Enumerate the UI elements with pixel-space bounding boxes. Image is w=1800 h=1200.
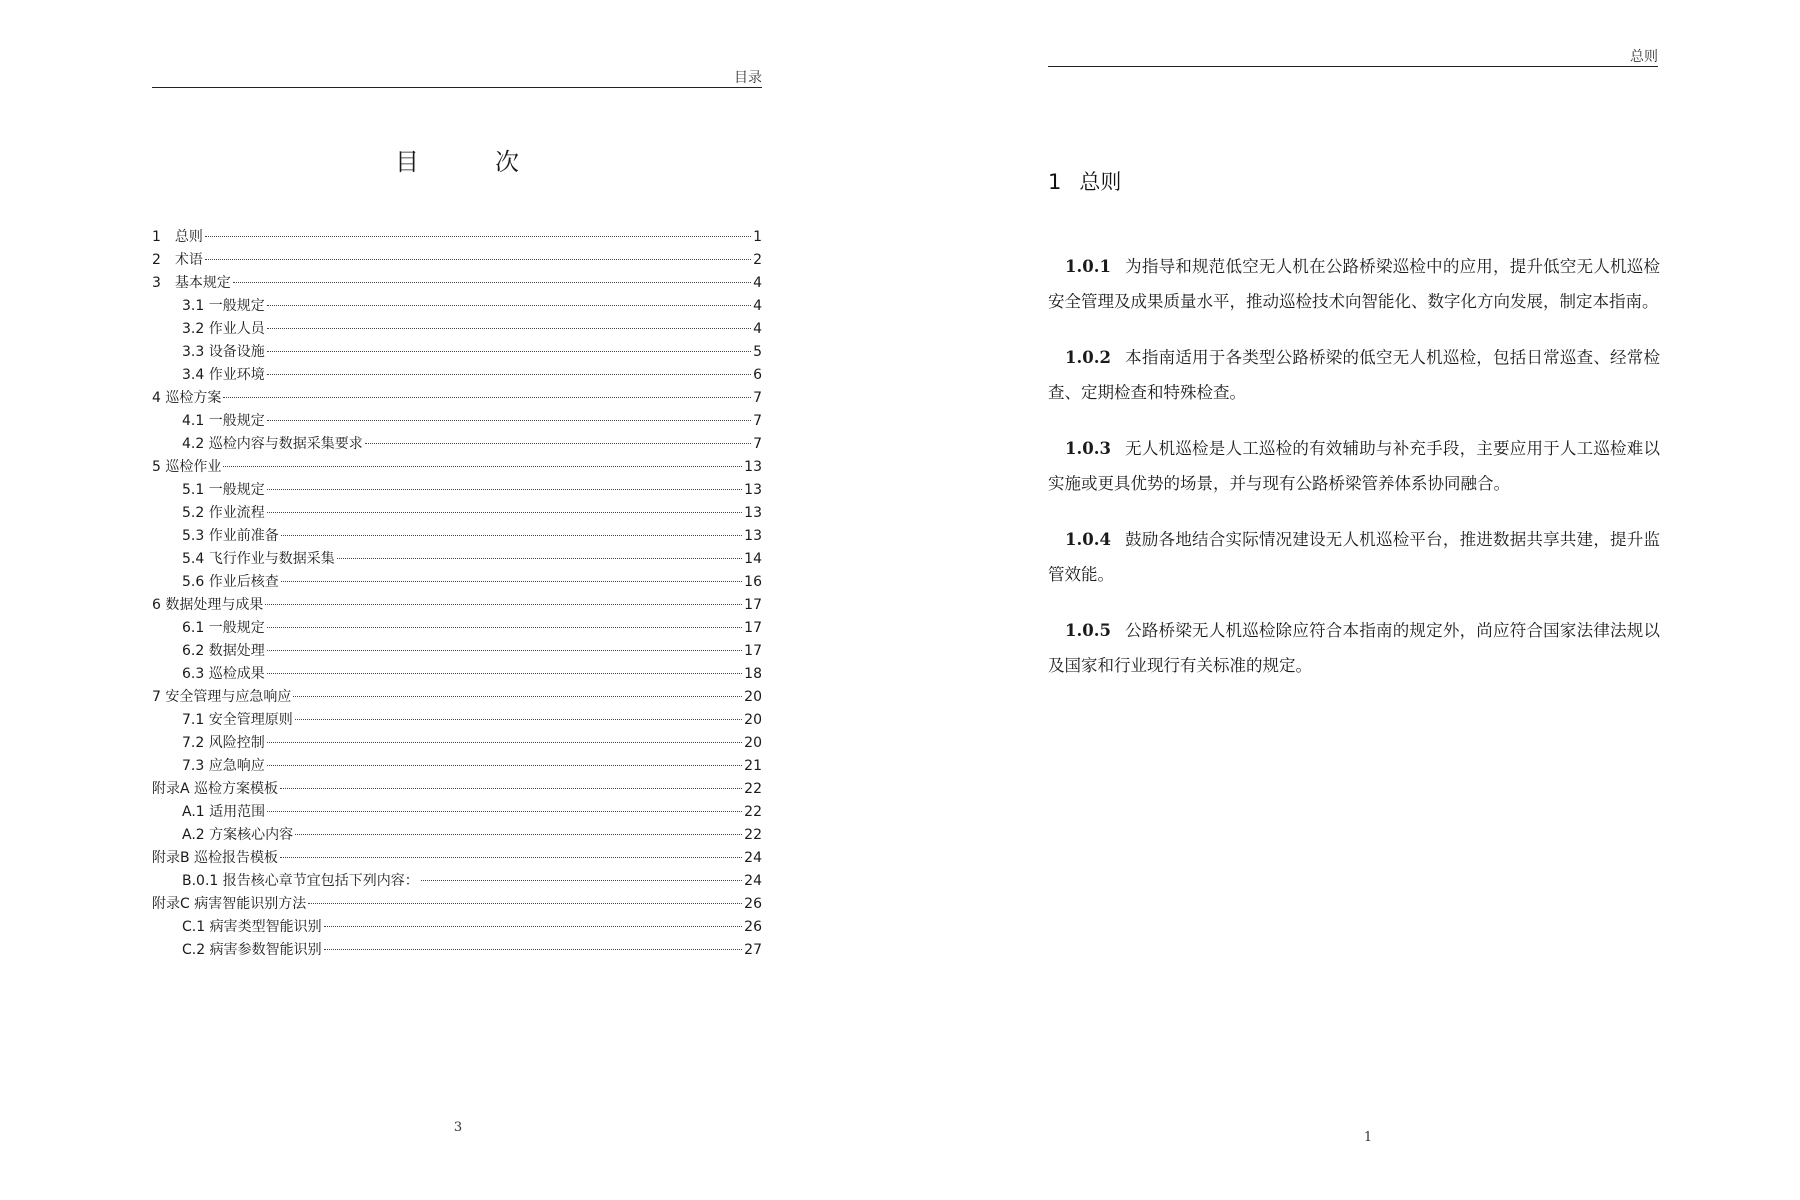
chapter-title: 总则: [1079, 170, 1122, 194]
toc-dot-leader: [265, 604, 742, 605]
running-header: 目录: [734, 70, 762, 86]
toc-entry-page: 5: [753, 344, 762, 360]
clause-number: 1.0.4: [1065, 530, 1111, 549]
toc-entry-page: 13: [744, 459, 762, 475]
toc-entry[interactable]: [152, 249, 762, 272]
toc-dot-leader: [223, 466, 742, 467]
toc-entry-label: 6 数据处理与成果: [152, 597, 264, 613]
toc-dot-leader: [223, 397, 751, 398]
toc-entry-label: 附录B 巡检报告模板: [152, 850, 279, 866]
toc-dot-leader: [308, 903, 742, 904]
toc-entry-page: 7: [753, 436, 762, 452]
toc-dot-leader: [365, 443, 751, 444]
clause-text: 公路桥梁无人机巡检除应符合本指南的规定外，尚应符合国家法律法规以及国家和行业现行有关标准的规定。: [1048, 621, 1660, 675]
toc-entry-label: 3.3 设备设施: [182, 344, 265, 360]
chapter-page: [900, 0, 1800, 1200]
toc-dot-leader: [421, 880, 742, 881]
toc-entry[interactable]: [152, 778, 762, 801]
toc-entry[interactable]: [152, 479, 762, 502]
clause: [1048, 523, 1660, 592]
toc-entry-label: 4 巡检方案: [152, 390, 222, 406]
toc-entry-label: 2 术语: [152, 252, 203, 268]
toc-dot-leader: [205, 236, 751, 237]
clause-list: [1048, 250, 1660, 705]
toc-entry-page: 22: [744, 827, 762, 843]
toc-dot-leader: [267, 765, 742, 766]
toc-entry-page: 22: [744, 804, 762, 820]
clause-number: 1.0.2: [1065, 348, 1111, 367]
toc-entry[interactable]: [152, 295, 762, 318]
toc-entry-page: 2: [753, 252, 762, 268]
toc-entry[interactable]: [152, 916, 762, 939]
toc-dot-leader: [281, 535, 742, 536]
toc-entry-label: 附录A 巡检方案模板: [152, 781, 279, 797]
toc-entry-page: 22: [744, 781, 762, 797]
toc-entry-page: 4: [753, 298, 762, 314]
toc-entry-page: 1: [753, 229, 762, 245]
toc-dot-leader: [267, 489, 742, 490]
toc-entry[interactable]: [152, 755, 762, 778]
toc-entry-page: 26: [744, 919, 762, 935]
toc-entry[interactable]: [152, 571, 762, 594]
clause: [1048, 341, 1660, 410]
toc-entry[interactable]: [152, 502, 762, 525]
toc-entry-label: A.1 适用范围: [182, 804, 266, 820]
clause-number: 1.0.1: [1065, 257, 1111, 276]
clause-number: 1.0.3: [1065, 439, 1111, 458]
toc-entry[interactable]: [152, 548, 762, 571]
toc-entry[interactable]: [152, 801, 762, 824]
toc-entry-page: 20: [744, 712, 762, 728]
toc-dot-leader: [267, 420, 751, 421]
toc-entry[interactable]: [152, 318, 762, 341]
toc-entry-page: 6: [753, 367, 762, 383]
toc-dot-leader: [267, 673, 742, 674]
toc-entry-page: 13: [744, 528, 762, 544]
toc-dot-leader: [295, 834, 742, 835]
toc-dot-leader: [337, 558, 742, 559]
toc-entry-page: 24: [744, 850, 762, 866]
toc-entry-label: C.1 病害类型智能识别: [182, 919, 322, 935]
toc-entry-label: 3.1 一般规定: [182, 298, 265, 314]
toc-entry-page: 20: [744, 735, 762, 751]
toc-entry[interactable]: [152, 364, 762, 387]
toc-entry-page: 24: [744, 873, 762, 889]
toc-entry[interactable]: [152, 617, 762, 640]
toc-entry[interactable]: [152, 594, 762, 617]
toc-dot-leader: [281, 581, 742, 582]
toc-entry-page: 20: [744, 689, 762, 705]
toc-dot-leader: [267, 627, 742, 628]
clause-text: 鼓励各地结合实际情况建设无人机巡检平台，推进数据共享共建，提升监管效能。: [1048, 530, 1660, 584]
toc-dot-leader: [267, 742, 742, 743]
table-of-contents: [152, 226, 762, 962]
toc-entry-label: 5.4 飞行作业与数据采集: [182, 551, 335, 567]
toc-entry-label: A.2 方案核心内容: [182, 827, 294, 843]
toc-entry-label: 4.2 巡检内容与数据采集要求: [182, 436, 363, 452]
toc-entry-label: 5 巡检作业: [152, 459, 222, 475]
toc-entry[interactable]: [152, 824, 762, 847]
toc-entry-label: 5.2 作业流程: [182, 505, 265, 521]
header-rule: [1048, 66, 1658, 67]
chapter-heading: [1048, 166, 1121, 196]
toc-entry-page: 7: [753, 390, 762, 406]
toc-entry-page: 17: [744, 620, 762, 636]
toc-entry[interactable]: [152, 640, 762, 663]
toc-dot-leader: [295, 719, 742, 720]
toc-entry[interactable]: [152, 226, 762, 249]
toc-entry-label: 1 总则: [152, 229, 203, 245]
toc-entry-label: B.0.1 报告核心章节宜包括下列内容：: [182, 873, 419, 889]
toc-entry-page: 4: [753, 275, 762, 291]
toc-dot-leader: [267, 512, 742, 513]
running-header: 总则: [1630, 49, 1658, 65]
toc-entry[interactable]: [152, 663, 762, 686]
toc-title: 目 次: [395, 148, 545, 176]
toc-entry[interactable]: [152, 893, 762, 916]
toc-entry-page: 13: [744, 505, 762, 521]
toc-dot-leader: [267, 374, 751, 375]
chapter-number: 1: [1048, 170, 1062, 194]
toc-entry-label: 3 基本规定: [152, 275, 231, 291]
toc-entry-label: 3.2 作业人员: [182, 321, 265, 337]
toc-entry[interactable]: [152, 456, 762, 479]
toc-entry-label: 5.3 作业前准备: [182, 528, 279, 544]
clause: [1048, 614, 1660, 683]
toc-entry-label: 7.1 安全管理原则: [182, 712, 293, 728]
toc-entry[interactable]: [152, 939, 762, 962]
toc-entry-label: 4.1 一般规定: [182, 413, 265, 429]
toc-entry[interactable]: [152, 433, 762, 456]
page-number: 1: [1363, 1130, 1373, 1145]
toc-entry[interactable]: [152, 732, 762, 755]
toc-entry[interactable]: [152, 709, 762, 732]
toc-entry-page: 14: [744, 551, 762, 567]
toc-dot-leader: [233, 282, 751, 283]
toc-entry-page: 17: [744, 597, 762, 613]
toc-entry[interactable]: [152, 341, 762, 364]
toc-dot-leader: [324, 926, 743, 927]
toc-entry-page: 13: [744, 482, 762, 498]
clause: [1048, 432, 1660, 501]
toc-dot-leader: [267, 328, 751, 329]
clause-text: 为指导和规范低空无人机在公路桥梁巡检中的应用，提升低空无人机巡检安全管理及成果质量水平，推动巡检技术向智能化、数字化方向发展，制定本指南。: [1048, 257, 1660, 311]
toc-entry[interactable]: [152, 525, 762, 548]
page-number: 3: [453, 1120, 463, 1135]
header-rule: [152, 87, 762, 88]
toc-entry[interactable]: [152, 272, 762, 295]
toc-dot-leader: [267, 811, 742, 812]
clause-number: 1.0.5: [1065, 621, 1111, 640]
clause: [1048, 250, 1660, 319]
toc-entry-page: 21: [744, 758, 762, 774]
toc-dot-leader: [280, 857, 742, 858]
toc-entry[interactable]: [152, 686, 762, 709]
toc-entry-page: 7: [753, 413, 762, 429]
toc-entry[interactable]: [152, 847, 762, 870]
clause-text: 无人机巡检是人工巡检的有效辅助与补充手段，主要应用于人工巡检难以实施或更具优势的场景，并与现有公路桥梁管养体系协同融合。: [1048, 439, 1660, 493]
toc-entry-label: 7 安全管理与应急响应: [152, 689, 292, 705]
toc-entry-label: 7.2 风险控制: [182, 735, 265, 751]
toc-entry-label: C.2 病害参数智能识别: [182, 942, 322, 958]
toc-dot-leader: [280, 788, 742, 789]
toc-entry-label: 5.6 作业后核查: [182, 574, 279, 590]
toc-entry[interactable]: [152, 387, 762, 410]
toc-entry-page: 26: [744, 896, 762, 912]
toc-entry-label: 附录C 病害智能识别方法: [152, 896, 307, 912]
toc-entry-page: 27: [744, 942, 762, 958]
toc-dot-leader: [267, 650, 742, 651]
toc-entry-label: 6.3 巡检成果: [182, 666, 265, 682]
toc-entry-page: 16: [744, 574, 762, 590]
clause-text: 本指南适用于各类型公路桥梁的低空无人机巡检，包括日常巡查、经常检查、定期检查和特殊检查。: [1048, 348, 1660, 402]
toc-dot-leader: [267, 351, 751, 352]
toc-entry-label: 6.2 数据处理: [182, 643, 265, 659]
toc-dot-leader: [205, 259, 751, 260]
toc-entry-label: 6.1 一般规定: [182, 620, 265, 636]
toc-entry-page: 17: [744, 643, 762, 659]
toc-entry[interactable]: [152, 870, 762, 893]
toc-entry-page: 4: [753, 321, 762, 337]
toc-entry-label: 7.3 应急响应: [182, 758, 265, 774]
toc-dot-leader: [267, 305, 751, 306]
toc-entry[interactable]: [152, 410, 762, 433]
toc-entry-label: 5.1 一般规定: [182, 482, 265, 498]
toc-dot-leader: [324, 949, 743, 950]
toc-dot-leader: [293, 696, 742, 697]
toc-entry-page: 18: [744, 666, 762, 682]
toc-entry-label: 3.4 作业环境: [182, 367, 265, 383]
